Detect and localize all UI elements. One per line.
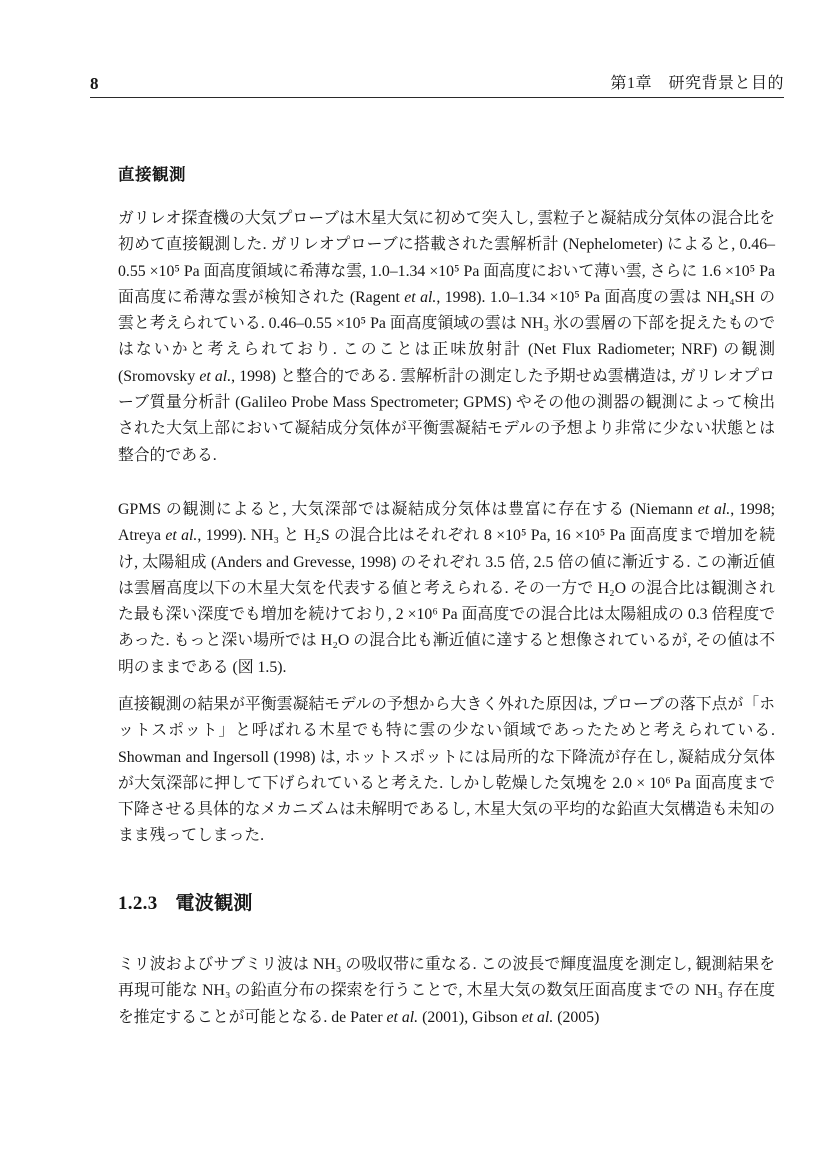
section-number: 1.2.3	[118, 893, 158, 914]
paragraph-hotspot-discussion: 直接観測の結果が平衡雲凝結モデルの予想から大きく外れた原因は, プローブの落下点が「ホットスポット」と呼ばれる木星でも特に雲の少ない領域であったためと考えられている. Showman and Ingersoll (1998) は, ホットスポットには局所的な下降流が存在し, 凝結成分気体が大気深部に押して下げられていると考えた. しかし乾燥した気塊を 2.0 × 10⁶ Pa 面高度まで下降させる具体的なメカニズムは未解明であるし, 木星大気の平均的な鉛直大気構造も未知のまま残ってしまった.	[118, 696, 775, 845]
page-number: 8	[90, 74, 99, 93]
paragraph-galileo-probe: ガリレオ探査機の大気プローブは木星大気に初めて突入し, 雲粒子と凝結成分気体の混合比を初めて直接観測した. ガリレオプローブに搭載された雲解析計 (Nephelometer) によると, 0.46–0.55 ×10⁵ Pa 面高度領域に希薄な雲, 1.0–1.34 ×10⁵ Pa 面高度において薄い雲, さらに 1.6 ×10⁵ Pa 面高度に希薄な雲が検知された (Ragent et al., 1998). 1.0–1.34 ×10⁵ Pa 面高度の雲は NH₄SH の雲と考えられている. 0.46–0.55 ×10⁵ Pa 面高度領域の雲は NH₃ 氷の雲層の下部を捉えたものではないかと考えられており. このことは正味放射計 (Net Flux Radiometer; NRF) の観測 (Sromovsky et al., 1998) と整合的である. 雲解析計の測定した予期せぬ雲構造は, ガリレオプローブ質量分析計 (Galileo Probe Mass Spectrometer; GPMS) やその他の測器の観測によって検出された大気上部において凝結成分気体が平衡雲凝結モデルの予想より非常に少ない状態とは整合的である.	[118, 210, 776, 464]
paragraph-radio-observation-intro: ミリ波およびサブミリ波は NH₃ の吸収帯に重なる. この波長で輝度温度を測定し, 観測結果を再現可能な NH₃ の鉛直分布の探索を行うことで, 木星大気の数気圧面高度までの NH₃ 存在度を推定することが可能となる. de Pater et al. (2001), Gibson et al. (2005)	[118, 956, 775, 1026]
heading-direct-observation: 直接観測	[118, 165, 186, 184]
running-header	[90, 74, 784, 98]
chapter-title: 第1章 研究背景と目的	[610, 75, 784, 92]
section-title: 電波観測	[175, 893, 253, 914]
section-heading-radio-observation	[118, 888, 253, 915]
paragraph-gpms-mixing-ratios: GPMS の観測によると, 大気深部では凝結成分気体は豊富に存在する (Niemann et al., 1998; Atreya et al., 1999). NH₃ と H₂S の混合比はそれぞれ 8 ×10⁵ Pa, 16 ×10⁵ Pa 面高度まで増加を続け, 太陽組成 (Anders and Grevesse, 1998) のそれぞれ 3.5 倍, 2.5 倍の値に漸近する. この漸近値は雲層高度以下の木星大気を代表する値と考えられる. その一方で H₂O の混合比は観測された最も深い深度でも増加を続けており, 2 ×10⁶ Pa 面高度での混合比は太陽組成の 0.3 倍程度であった. もっと深い場所では H₂O の混合比も漸近値に達すると想像されているが, その値は不明のままである (図 1.5).	[118, 501, 775, 676]
